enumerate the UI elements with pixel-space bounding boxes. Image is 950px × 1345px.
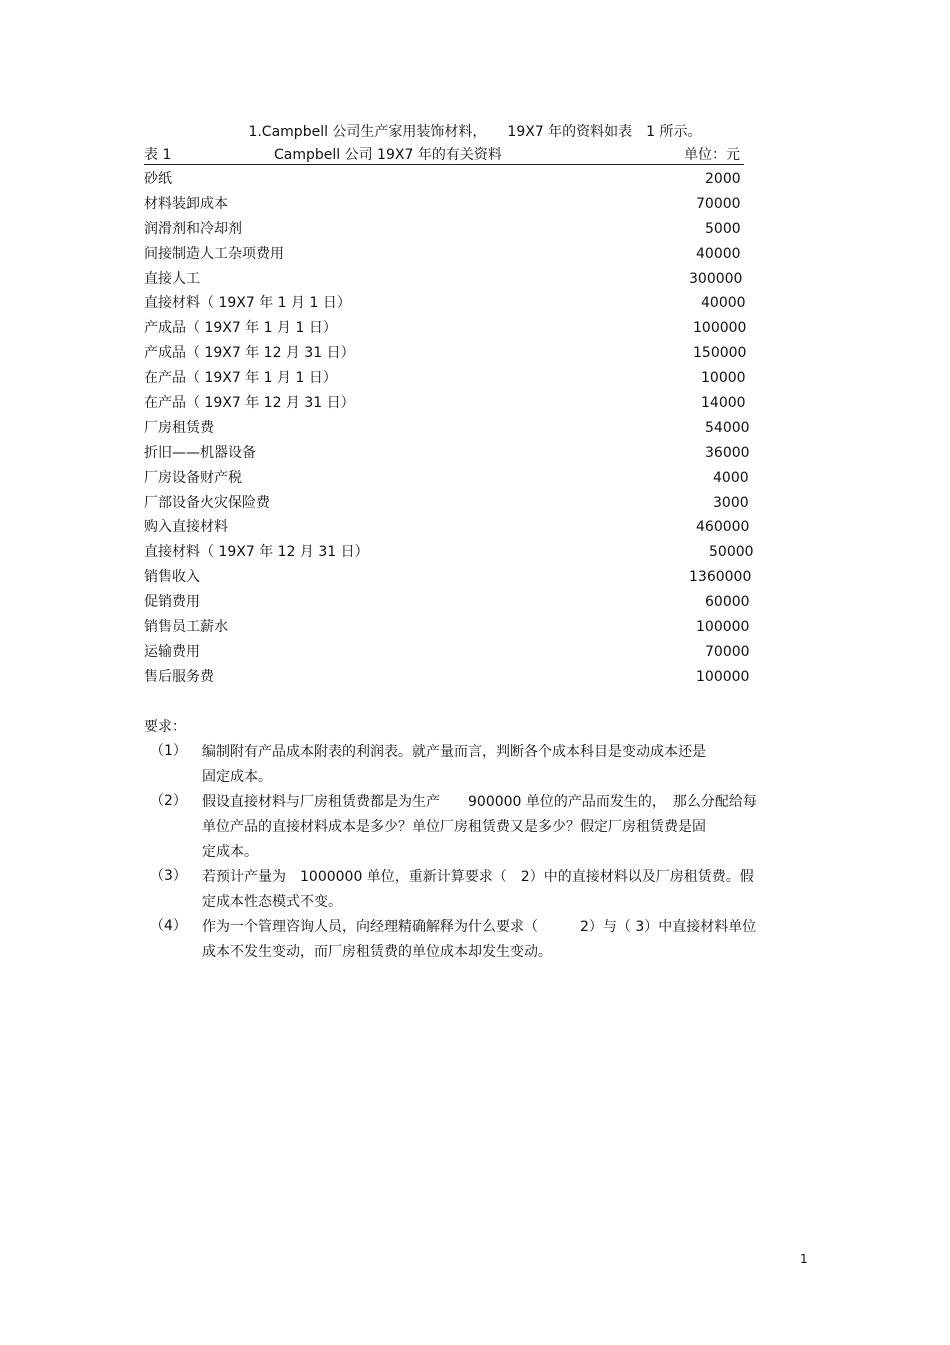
page-number: 1	[800, 1252, 808, 1266]
row-value: 100000	[696, 619, 750, 636]
row-value: 100000	[693, 320, 747, 337]
row-label: 直接材料（ 19X7 年 1 月 1 日）	[144, 295, 351, 312]
problem-title: 1.Campbell 公司生产家用装饰材料， 19X7 年的资料如表 1 所示。	[248, 124, 702, 140]
requirement-line: 定成本性态模式不变。	[202, 894, 342, 910]
row-label: 产成品（ 19X7 年 12 月 31 日）	[144, 345, 355, 362]
row-value: 54000	[705, 419, 750, 436]
table-row	[144, 342, 754, 367]
requirement-line: 若预计产量为 1000000 单位，重新计算要求（ 2）中的直接材料以及厂房租赁费。假	[202, 869, 754, 885]
table-row	[144, 268, 754, 293]
table-row	[144, 591, 754, 616]
requirement-line: 定成本。	[202, 844, 258, 860]
table-row	[144, 168, 754, 193]
row-value: 36000	[705, 444, 750, 461]
table-row	[144, 541, 754, 566]
requirement-text	[202, 915, 802, 965]
requirement-line: 单位产品的直接材料成本是多少？单位厂房租赁费又是多少？假定厂房租赁费是固	[202, 819, 706, 835]
requirement-text	[202, 740, 802, 790]
row-label: 购入直接材料	[144, 519, 228, 536]
row-label: 促销费用	[144, 594, 200, 611]
row-label: 砂纸	[144, 171, 172, 187]
row-value: 2000	[705, 171, 741, 187]
requirement-number: （1）	[150, 743, 187, 759]
row-label: 材料装卸成本	[144, 195, 228, 212]
table-unit: 单位：元	[684, 147, 740, 163]
requirement-number: （2）	[150, 793, 187, 809]
row-label: 销售员工薪水	[144, 619, 228, 636]
row-value: 5000	[705, 220, 741, 237]
table-row	[144, 243, 754, 268]
row-label: 厂房设备财产税	[144, 469, 242, 486]
requirement-number: （4）	[150, 918, 187, 934]
row-label: 销售收入	[144, 569, 200, 586]
row-value: 70000	[696, 195, 741, 212]
row-value: 1360000	[689, 569, 752, 586]
row-value: 300000	[689, 270, 743, 287]
row-value: 70000	[705, 643, 750, 660]
table-row	[144, 317, 754, 342]
row-value: 60000	[705, 594, 750, 611]
row-label: 在产品（ 19X7 年 1 月 1 日）	[144, 370, 337, 387]
table-row	[144, 367, 754, 392]
data-table	[144, 168, 754, 691]
row-label: 产成品（ 19X7 年 1 月 1 日）	[144, 320, 337, 337]
table-row	[144, 193, 754, 218]
table-row	[144, 516, 754, 541]
row-value: 4000	[713, 469, 749, 486]
row-label: 间接制造人工杂项费用	[144, 245, 284, 262]
row-label: 直接人工	[144, 270, 200, 287]
row-value: 150000	[693, 345, 747, 362]
table-row	[144, 616, 754, 641]
table-row	[144, 566, 754, 591]
row-value: 460000	[696, 519, 750, 536]
table-caption	[144, 144, 744, 165]
requirement-line: 固定成本。	[202, 769, 272, 785]
table-caption-text: Campbell 公司 19X7 年的有关资料	[274, 147, 502, 163]
table-row	[144, 392, 754, 417]
requirement-number: （3）	[150, 868, 187, 884]
requirement-line: 成本不发生变动，而厂房租赁费的单位成本却发生变动。	[202, 944, 552, 960]
row-label: 运输费用	[144, 643, 200, 660]
row-value: 50000	[709, 544, 754, 561]
row-label: 在产品（ 19X7 年 12 月 31 日）	[144, 395, 355, 412]
table-row	[144, 641, 754, 666]
row-label: 厂部设备火灾保险费	[144, 494, 270, 511]
row-value: 14000	[701, 395, 746, 412]
table-row	[144, 492, 754, 517]
table-row	[144, 417, 754, 442]
table-row	[144, 467, 754, 492]
row-value: 40000	[701, 295, 746, 312]
table-row	[144, 666, 754, 691]
requirement-line: 作为一个管理咨询人员，向经理精确解释为什么要求（ 2）与（ 3）中直接材料单位	[202, 919, 757, 935]
requirements-heading: 要求：	[144, 719, 186, 735]
row-label: 润滑剂和冷却剂	[144, 220, 242, 237]
row-value: 40000	[696, 245, 741, 262]
requirement-text	[202, 790, 802, 865]
requirement-line: 编制附有产品成本附表的利润表。就产量而言，判断各个成本科目是变动成本还是	[202, 744, 706, 760]
row-label: 售后服务费	[144, 668, 214, 685]
requirement-text	[202, 865, 802, 915]
requirement-line: 假设直接材料与厂房租赁费都是为生产 900000 单位的产品而发生的， 那么分配给每	[202, 794, 757, 810]
row-value: 3000	[713, 494, 749, 511]
table-row	[144, 218, 754, 243]
table-label: 表 1	[144, 147, 172, 163]
row-label: 直接材料（ 19X7 年 12 月 31 日）	[144, 544, 369, 561]
row-label: 折旧——机器设备	[144, 444, 256, 461]
row-value: 100000	[696, 668, 750, 685]
table-row	[144, 442, 754, 467]
row-value: 10000	[701, 370, 746, 387]
row-label: 厂房租赁费	[144, 419, 214, 436]
table-row	[144, 292, 754, 317]
